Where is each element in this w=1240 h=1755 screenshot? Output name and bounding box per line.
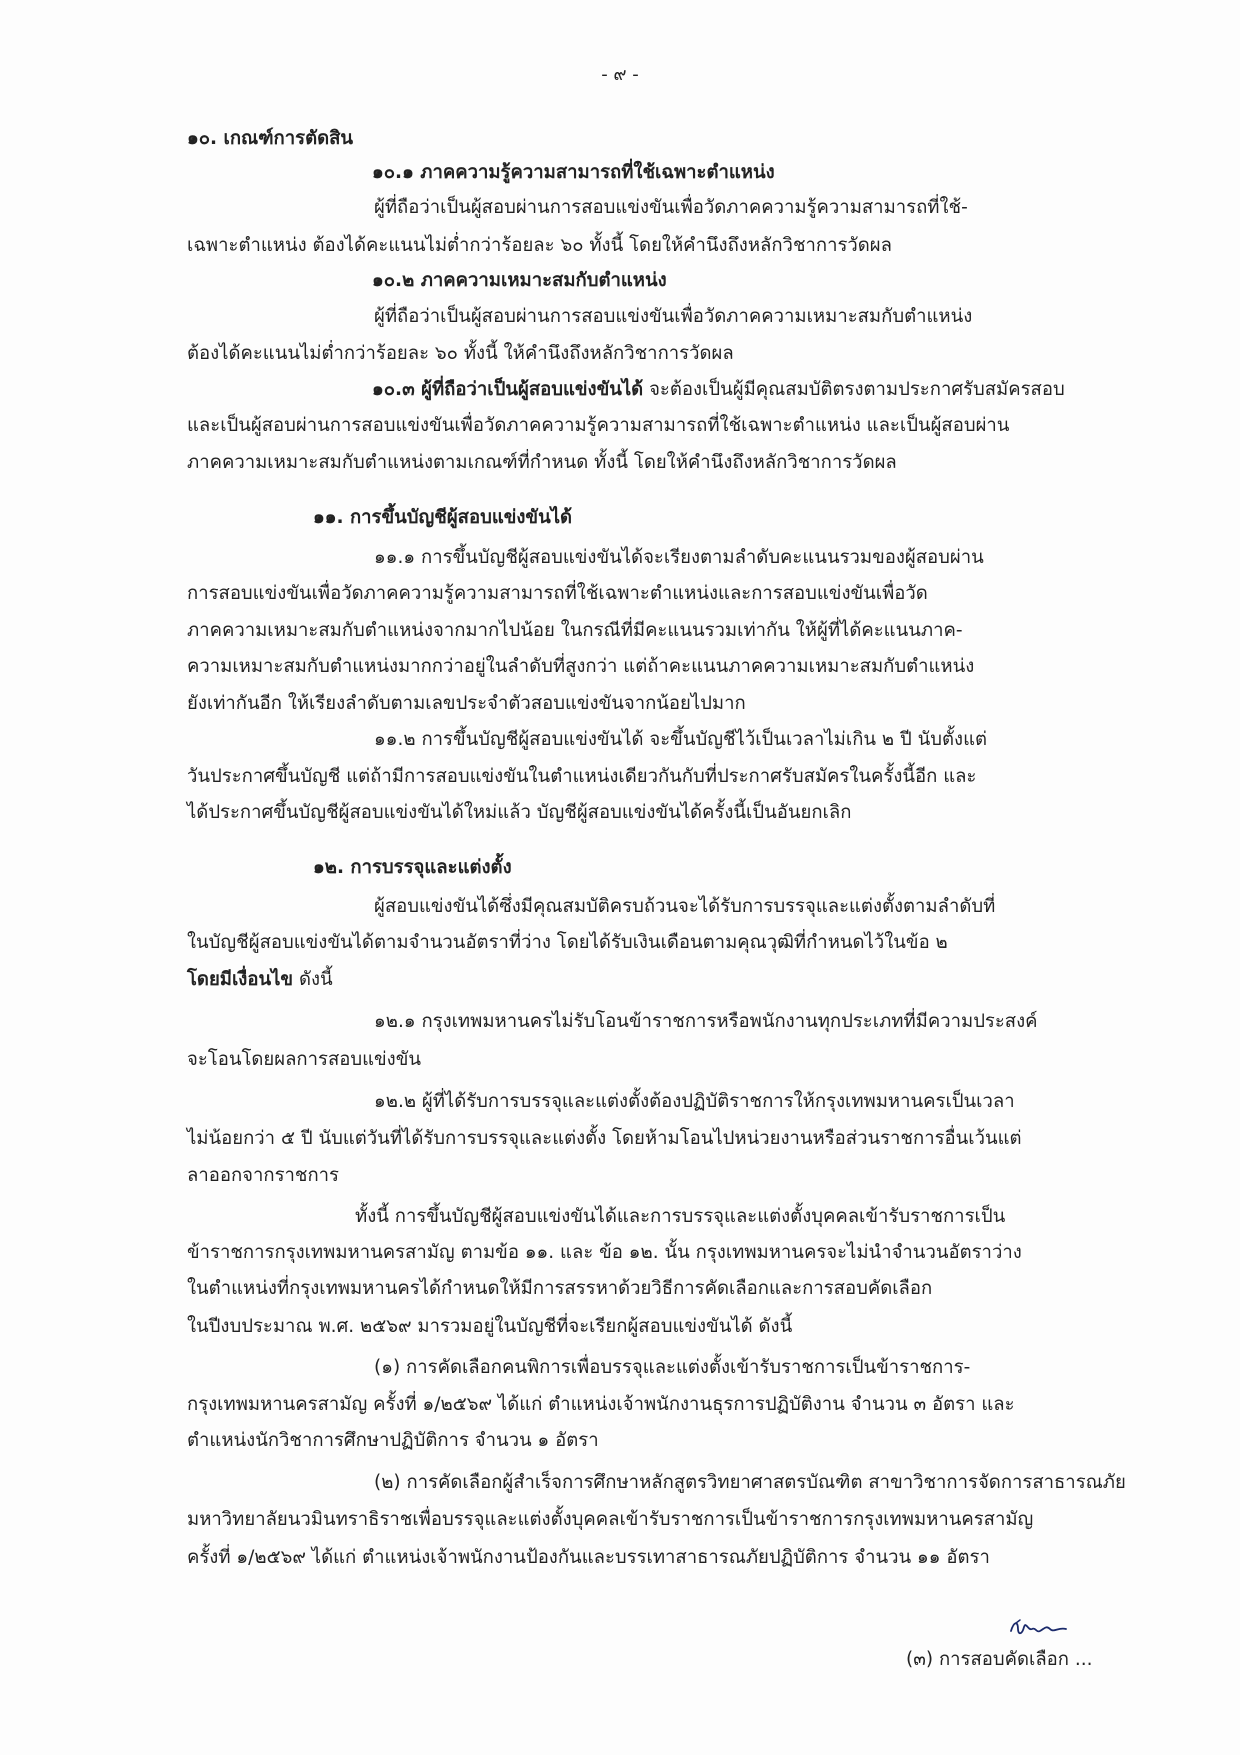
section-11-2-line: วันประกาศขึ้นบัญชี แต่ถ้ามีการสอบแข่งขันในตำแหน่งเดียวกันกับที่ประกาศรับสมัครในครั้งนี้อีก และ <box>187 766 977 787</box>
section-10-3-text: จะต้องเป็นผู้มีคุณสมบัติตรงตามประกาศรับสมัครสอบ <box>649 379 1065 400</box>
section-11-1-line: ๑๑.๑ การขึ้นบัญชีผู้สอบแข่งขันได้จะเรียงตามลำดับคะแนนรวมของผู้สอบผ่าน <box>374 547 984 568</box>
initials-signature <box>1008 1617 1068 1639</box>
item-1-line: (๑) การคัดเลือกคนพิการเพื่อบรรจุและแต่งตั้งเข้ารับราชการเป็นข้าราชการ- <box>374 1357 971 1378</box>
section-12-heading: ๑๒. การบรรจุและแต่งตั้ง <box>313 857 512 878</box>
section-12-intro-line <box>187 967 333 993</box>
section-12-2-line: ๑๒.๒ ผู้ที่ได้รับการบรรจุและแต่งตั้งต้องปฏิบัติราชการให้กรุงเทพมหานครเป็นเวลา <box>374 1091 1015 1112</box>
section-11-2-line: ได้ประกาศขึ้นบัญชีผู้สอบแข่งขันได้ใหม่แล้ว บัญชีผู้สอบแข่งขันได้ครั้งนี้เป็นอันยกเลิก <box>187 802 852 823</box>
section-11-2-line: ๑๑.๒ การขึ้นบัญชีผู้สอบแข่งขันได้ จะขึ้นบัญชีไว้เป็นเวลาไม่เกิน ๒ ปี นับตั้งแต่ <box>374 729 988 750</box>
section-10-2-title: ๑๐.๒ ภาคความเหมาะสมกับตำแหน่ง <box>372 270 667 291</box>
section-10-1-line: เฉพาะตำแหน่ง ต้องได้คะแนนไม่ต่ำกว่าร้อยละ ๖๐ ทั้งนี้ โดยให้คำนึงถึงหลักวิชาการวัดผล <box>187 235 892 256</box>
item-1-line: ตำแหน่งนักวิชาการศึกษาปฏิบัติการ จำนวน ๑ อัตรา <box>187 1430 599 1451</box>
section-11-1-line: ยังเท่ากันอีก ให้เรียงลำดับตามเลขประจำตัวสอบแข่งขันจากน้อยไปมาก <box>187 693 746 714</box>
section-11-1-line: ภาคความเหมาะสมกับตำแหน่งจากมากไปน้อย ในกรณีที่มีคะแนนรวมเท่ากัน ให้ผู้ที่ได้คะแนนภาค- <box>187 620 963 641</box>
section-12-2-line: ลาออกจากราชการ <box>187 1165 339 1186</box>
section-12-intro-line: ผู้สอบแข่งขันได้ซึ่งมีคุณสมบัติครบถ้วนจะได้รับการบรรจุและแต่งตั้งตามลำดับที่ <box>374 896 996 917</box>
section-10-3-line <box>372 377 1065 403</box>
page-number: - ๙ - <box>601 64 639 85</box>
section-10-heading: ๑๐. เกณฑ์การตัดสิน <box>187 128 354 149</box>
continuation-text: (๓) การสอบคัดเลือก ... <box>906 1649 1093 1670</box>
condition-label: โดยมีเงื่อนไข <box>187 969 294 990</box>
item-2-line: ครั้งที่ ๑/๒๕๖๙ ได้แก่ ตำแหน่งเจ้าพนักงานป้องกันและบรรเทาสาธารณภัยปฏิบัติการ จำนวน ๑๑ อัตรา <box>187 1547 990 1568</box>
note-line: ในตำแหน่งที่กรุงเทพมหานครได้กำหนดให้มีการสรรหาด้วยวิธีการคัดเลือกและการสอบคัดเลือก <box>187 1278 933 1299</box>
item-1-line: กรุงเทพมหานครสามัญ ครั้งที่ ๑/๒๕๖๙ ได้แก่ ตำแหน่งเจ้าพนักงานธุรการปฏิบัติงาน จำนวน ๓ อัตรา และ <box>187 1394 1015 1415</box>
section-10-3-title: ๑๐.๓ ผู้ที่ถือว่าเป็นผู้สอบแข่งขันได้ <box>372 379 644 400</box>
note-line: ในปีงบประมาณ พ.ศ. ๒๕๖๙ มารวมอยู่ในบัญชีที่จะเรียกผู้สอบแข่งขันได้ ดังนี้ <box>187 1316 793 1337</box>
item-2-line: (๒) การคัดเลือกผู้สำเร็จการศึกษาหลักสูตรวิทยาศาสตรบัณฑิต สาขาวิชาการจัดการสาธารณภัย <box>374 1472 1126 1493</box>
section-12-intro-line: ในบัญชีผู้สอบแข่งขันได้ตามจำนวนอัตราที่ว่าง โดยได้รับเงินเดือนตามคุณวุฒิที่กำหนดไว้ในข้อ ๒ <box>187 932 948 953</box>
section-10-3-line: และเป็นผู้สอบผ่านการสอบแข่งขันเพื่อวัดภาคความรู้ความสามารถที่ใช้เฉพาะตำแหน่ง และเป็นผู้สอบผ่าน <box>187 415 1010 436</box>
section-10-3-line: ภาคความเหมาะสมกับตำแหน่งตามเกณฑ์ที่กำหนด ทั้งนี้ โดยให้คำนึงถึงหลักวิชาการวัดผล <box>187 452 897 473</box>
section-12-2-line: ไม่น้อยกว่า ๕ ปี นับแต่วันที่ได้รับการบรรจุและแต่งตั้ง โดยห้ามโอนไปหน่วยงานหรือส่วนราชการอื่นเว้นแต่ <box>187 1128 1022 1149</box>
section-11-1-line: การสอบแข่งขันเพื่อวัดภาคความรู้ความสามารถที่ใช้เฉพาะตำแหน่งและการสอบแข่งขันเพื่อวัด <box>187 583 928 604</box>
section-11-heading: ๑๑. การขึ้นบัญชีผู้สอบแข่งขันได้ <box>313 507 573 528</box>
section-10-2-line: ต้องได้คะแนนไม่ต่ำกว่าร้อยละ ๖๐ ทั้งนี้ ให้คำนึงถึงหลักวิชาการวัดผล <box>187 343 734 364</box>
section-12-1-line: ๑๒.๑ กรุงเทพมหานครไม่รับโอนข้าราชการหรือพนักงานทุกประเภทที่มีความประสงค์ <box>374 1011 1038 1032</box>
section-10-1-line: ผู้ที่ถือว่าเป็นผู้สอบผ่านการสอบแข่งขันเพื่อวัดภาคความรู้ความสามารถที่ใช้- <box>374 197 968 218</box>
section-12-1-line: จะโอนโดยผลการสอบแข่งขัน <box>187 1049 422 1070</box>
section-10-1-title: ๑๐.๑ ภาคความรู้ความสามารถที่ใช้เฉพาะตำแหน่ง <box>372 162 775 183</box>
section-11-1-line: ความเหมาะสมกับตำแหน่งมากกว่าอยู่ในลำดับที่สูงกว่า แต่ถ้าคะแนนภาคความเหมาะสมกับตำแหน่ง <box>187 656 975 677</box>
note-line: ทั้งนี้ การขึ้นบัญชีผู้สอบแข่งขันได้และการบรรจุและแต่งตั้งบุคคลเข้ารับราชการเป็น <box>355 1206 1006 1227</box>
condition-text: ดังนี้ <box>293 969 333 990</box>
item-2-line: มหาวิทยาลัยนวมินทราธิราชเพื่อบรรจุและแต่งตั้งบุคคลเข้ารับราชการเป็นข้าราชการกรุงเทพมหานครสามัญ <box>187 1509 1034 1530</box>
section-10-2-line: ผู้ที่ถือว่าเป็นผู้สอบผ่านการสอบแข่งขันเพื่อวัดภาคความเหมาะสมกับตำแหน่ง <box>374 306 973 327</box>
note-line: ข้าราชการกรุงเทพมหานครสามัญ ตามข้อ ๑๑. และ ข้อ ๑๒. นั้น กรุงเทพมหานครจะไม่นำจำนวนอัตราว่าง <box>187 1242 1022 1263</box>
